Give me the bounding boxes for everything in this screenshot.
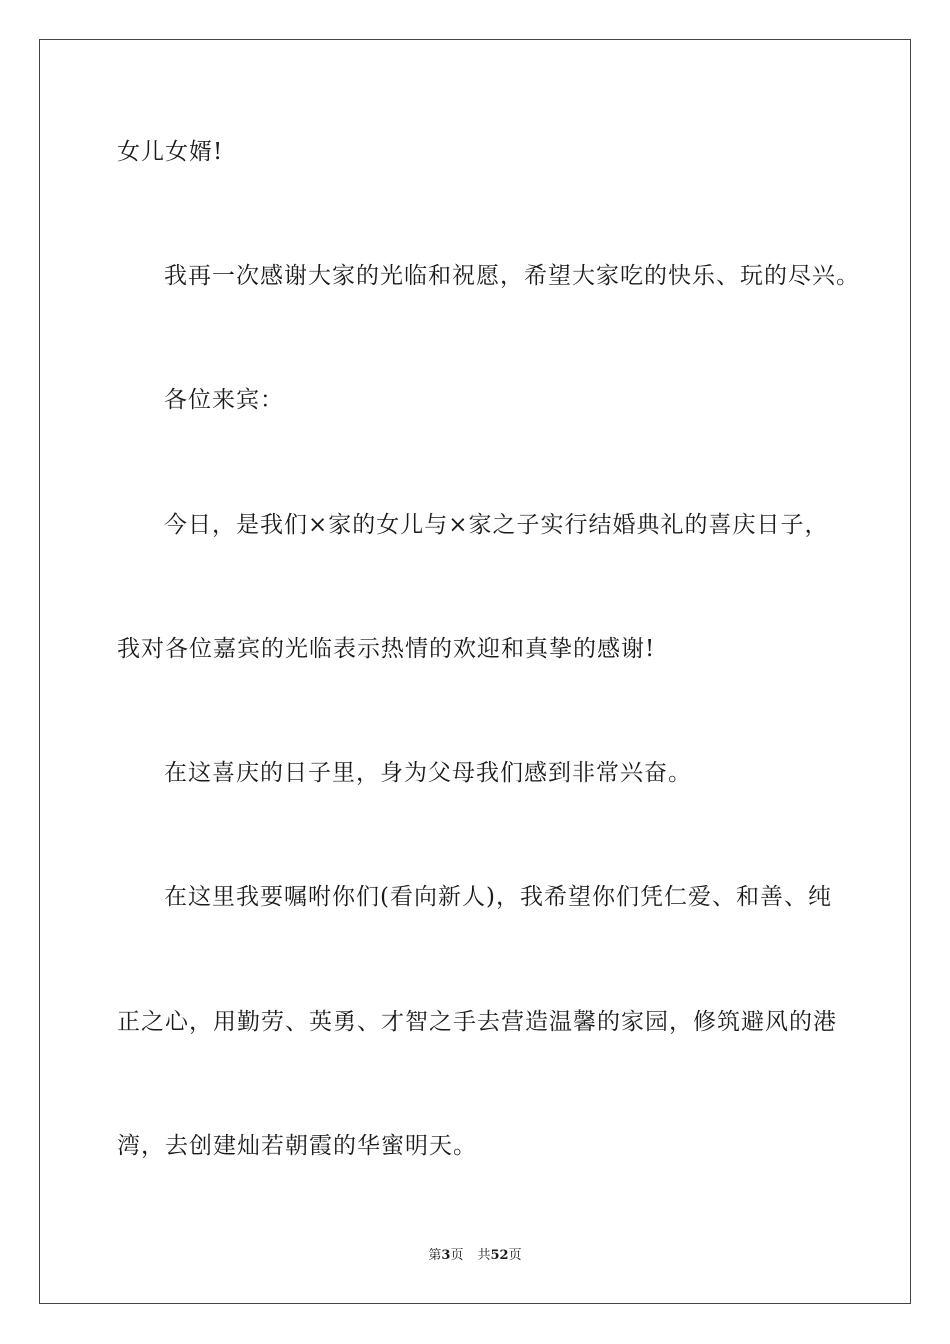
total-suffix: 页	[508, 1248, 522, 1263]
total-prefix: 共	[477, 1248, 491, 1263]
text-line-7: 在这里我要嘱咐你们(看向新人)，我希望你们凭仁爱、和善、纯	[164, 884, 832, 910]
text-line-8: 正之心，用勤劳、英勇、才智之手去营造温馨的家园，修筑避风的港	[117, 1009, 837, 1035]
page-number: 3	[441, 1248, 451, 1263]
text-line-4: 今日，是我们×家的女儿与×家之子实行结婚典礼的喜庆日子，	[164, 512, 829, 538]
page-suffix: 页	[450, 1248, 464, 1263]
text-line-6: 在这喜庆的日子里，身为父母我们感到非常兴奋。	[164, 760, 692, 786]
text-line-5: 我对各位嘉宾的光临表示热情的欢迎和真挚的感谢!	[117, 636, 656, 662]
text-line-9: 湾，去创建灿若朝霞的华蜜明天。	[117, 1133, 477, 1159]
text-line-2: 我再一次感谢大家的光临和祝愿，希望大家吃的快乐、玩的尽兴。	[164, 263, 860, 289]
total-pages: 52	[490, 1248, 509, 1263]
page-border	[39, 39, 911, 1304]
text-line-1: 女儿女婿!	[117, 139, 224, 165]
text-line-3: 各位来宾：	[164, 387, 284, 413]
page-footer	[0, 1247, 950, 1265]
page-prefix: 第	[428, 1248, 442, 1263]
